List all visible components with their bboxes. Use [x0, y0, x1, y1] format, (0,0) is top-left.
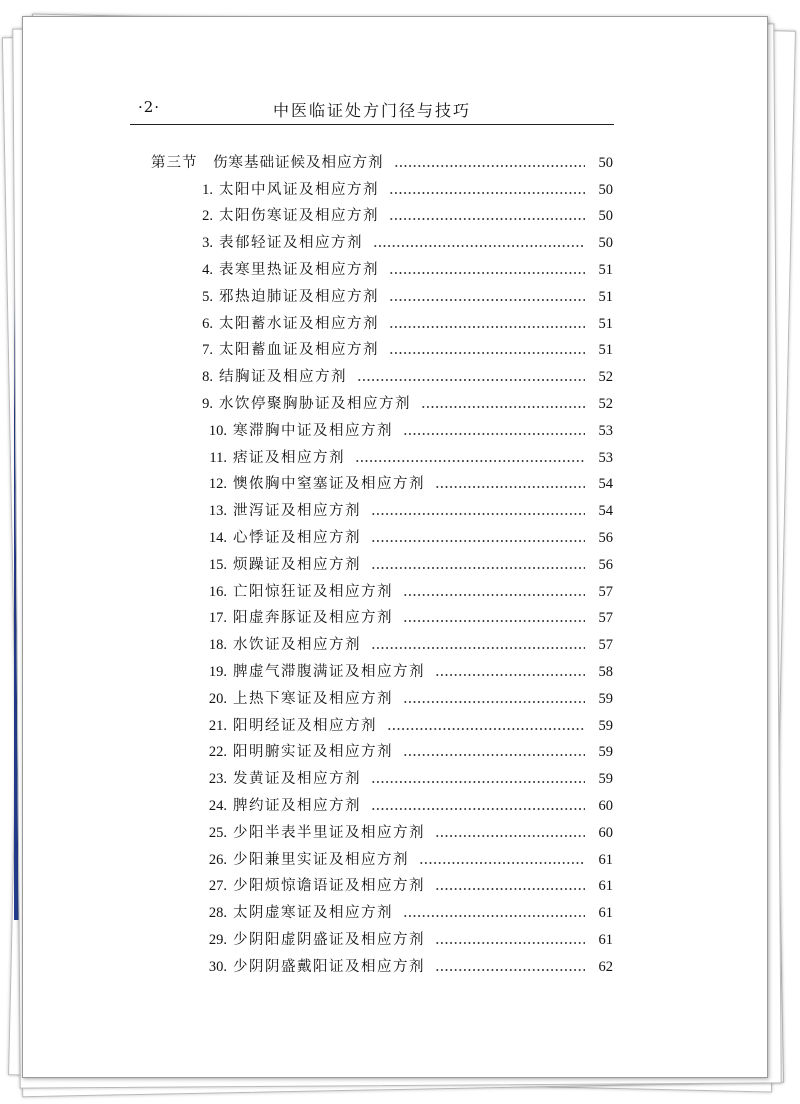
toc-dot-leader: [389, 272, 585, 274]
toc-entry-number: 16.: [208, 583, 227, 600]
toc-entry-title: 阳明腑实证及相应方剂: [233, 744, 393, 761]
toc-entry-title: 心悸证及相应方剂: [233, 529, 361, 546]
toc-entry-title: 太阳蓄血证及相应方剂: [219, 342, 379, 359]
toc-page-number: 61: [598, 851, 613, 868]
toc-entry: [151, 199, 613, 226]
toc-entry: [151, 252, 613, 279]
toc-entry-title: 少阴阳虚阴盛证及相应方剂: [233, 931, 425, 948]
toc-dot-leader: [371, 808, 585, 810]
toc-entry-title: 太阳中风证及相应方剂: [219, 181, 379, 198]
toc-page-number: 56: [598, 556, 613, 573]
header-rule: [130, 124, 614, 125]
toc-dot-leader: [389, 326, 585, 328]
toc-page-number: 51: [598, 342, 613, 359]
toc-entry-title: 太阳伤寒证及相应方剂: [219, 208, 379, 225]
toc-page-number: 61: [598, 878, 613, 895]
toc-dot-leader: [435, 674, 585, 676]
toc-page-number: 56: [598, 529, 613, 546]
toc-entry-title: 结胸证及相应方剂: [219, 369, 347, 386]
toc-entry-title: 亡阳惊狂证及相应方剂: [233, 583, 393, 600]
toc-entry: [151, 681, 613, 708]
table-of-contents: [151, 145, 613, 976]
toc-entry: [151, 413, 613, 440]
toc-entry: [151, 654, 613, 681]
toc-dot-leader: [403, 754, 585, 756]
toc-page-number: 60: [598, 824, 613, 841]
toc-entry-number: 14.: [208, 529, 227, 546]
toc-entry: [151, 306, 613, 333]
toc-dot-leader: [435, 486, 585, 488]
toc-dot-leader: [371, 781, 585, 783]
toc-entry: [151, 815, 613, 842]
toc-page-number: 60: [598, 797, 613, 814]
toc-dot-leader: [435, 942, 585, 944]
toc-entry-number: 20.: [208, 690, 227, 707]
toc-page-number: 53: [598, 422, 613, 439]
toc-entry-number: 9.: [202, 395, 213, 412]
toc-entry: [151, 761, 613, 788]
toc-entry-title: 阳明经证及相应方剂: [233, 717, 377, 734]
toc-entry-number: 25.: [208, 824, 227, 841]
toc-entry-title: 寒滞胸中证及相应方剂: [233, 422, 393, 439]
toc-entry: [151, 386, 613, 413]
toc-entry: [151, 440, 613, 467]
toc-dot-leader: [371, 513, 585, 515]
toc-entry-number: 5.: [202, 288, 213, 305]
toc-entry: [151, 601, 613, 628]
toc-entry: [151, 949, 613, 976]
toc-dot-leader: [435, 835, 585, 837]
toc-entry-title: 太阳蓄水证及相应方剂: [219, 315, 379, 332]
toc-entry-number: 17.: [208, 610, 227, 627]
page-header: [130, 98, 614, 124]
toc-page-number: 52: [598, 369, 613, 386]
toc-dot-leader: [403, 433, 585, 435]
toc-dot-leader: [373, 245, 585, 247]
toc-entry-number: 22.: [208, 744, 227, 761]
toc-entry-number: 13.: [208, 503, 227, 520]
toc-entry-number: 7.: [202, 342, 213, 359]
toc-entry-number: 15.: [208, 556, 227, 573]
toc-entry-title: 邪热迫肺证及相应方剂: [219, 288, 379, 305]
toc-dot-leader: [394, 165, 586, 167]
toc-page-number: 53: [598, 449, 613, 466]
toc-page-number: 59: [598, 771, 613, 788]
toc-dot-leader: [419, 862, 585, 864]
toc-entry-title: 少阳兼里实证及相应方剂: [233, 851, 409, 868]
running-title: 中医临证处方门径与技巧: [272, 101, 471, 120]
toc-entry: [151, 869, 613, 896]
toc-dot-leader: [403, 915, 585, 917]
toc-entry-title: 少阴阴盛戴阳证及相应方剂: [233, 958, 425, 975]
toc-entry-title: 太阴虚寒证及相应方剂: [233, 905, 393, 922]
toc-entry-number: 2.: [202, 208, 213, 225]
toc-entry: [151, 493, 613, 520]
toc-entry: [151, 333, 613, 360]
page-number: ·2·: [138, 98, 161, 116]
toc-entry-title: 懊侬胸中窒塞证及相应方剂: [233, 476, 425, 493]
toc-entry: [151, 172, 613, 199]
toc-entry: [151, 574, 613, 601]
toc-dot-leader: [389, 352, 585, 354]
toc-entry-title: 脾约证及相应方剂: [233, 797, 361, 814]
toc-entry-title: 表寒里热证及相应方剂: [219, 261, 379, 278]
toc-dot-leader: [389, 299, 585, 301]
toc-page-number: 50: [598, 208, 613, 225]
toc-entry: [151, 359, 613, 386]
toc-entry-title: 脾虚气滞腹满证及相应方剂: [233, 663, 425, 680]
toc-page-number: 51: [598, 288, 613, 305]
toc-entry-title: 少阳半表半里证及相应方剂: [233, 824, 425, 841]
toc-entry-number: 11.: [209, 449, 227, 466]
toc-entry-number: 18.: [208, 637, 227, 654]
toc-entry: [151, 547, 613, 574]
toc-entry-number: 4.: [202, 261, 213, 278]
toc-entry: [151, 922, 613, 949]
toc-entry: [151, 708, 613, 735]
toc-dot-leader: [371, 567, 585, 569]
toc-entry-number: 23.: [208, 771, 227, 788]
toc-entry-title: 表郁轻证及相应方剂: [219, 235, 363, 252]
toc-section-title: 第三节 伤寒基础证候及相应方剂: [151, 154, 384, 171]
toc-page-number: 57: [598, 637, 613, 654]
toc-entry-title: 少阳烦惊谵语证及相应方剂: [233, 878, 425, 895]
toc-dot-leader: [371, 540, 585, 542]
toc-entry-number: 21.: [208, 717, 227, 734]
toc-dot-leader: [387, 728, 585, 730]
toc-entry: [151, 735, 613, 762]
toc-dot-leader: [357, 379, 585, 381]
toc-entry: [151, 842, 613, 869]
toc-entry: [151, 467, 613, 494]
toc-page-number: 52: [598, 395, 613, 412]
toc-entry-number: 24.: [208, 797, 227, 814]
toc-entry-title: 水饮停聚胸胁证及相应方剂: [219, 395, 411, 412]
toc-page-number: 61: [598, 931, 613, 948]
toc-entry-number: 10.: [208, 422, 227, 439]
toc-dot-leader: [421, 406, 585, 408]
toc-entry-title: 烦躁证及相应方剂: [233, 556, 361, 573]
toc-entry: [151, 279, 613, 306]
toc-entry-title: 发黄证及相应方剂: [233, 771, 361, 788]
toc-page-number: 59: [598, 744, 613, 761]
toc-page-number: 51: [598, 261, 613, 278]
toc-page-number: 50: [598, 154, 613, 171]
toc-section-heading: [151, 145, 613, 172]
toc-entry-number: 19.: [208, 663, 227, 680]
toc-entry-title: 泄泻证及相应方剂: [233, 503, 361, 520]
toc-page-number: 54: [598, 503, 613, 520]
toc-dot-leader: [389, 218, 585, 220]
toc-entry-number: 3.: [202, 235, 213, 252]
toc-page-number: 58: [598, 663, 613, 680]
toc-page-number: 59: [598, 690, 613, 707]
toc-entry-number: 30.: [208, 958, 227, 975]
toc-entry: [151, 225, 613, 252]
toc-entry-number: 12.: [208, 476, 227, 493]
toc-entry-number: 6.: [202, 315, 213, 332]
toc-entry-number: 8.: [202, 369, 213, 386]
toc-entry-number: 29.: [208, 931, 227, 948]
toc-entry-title: 水饮证及相应方剂: [233, 637, 361, 654]
toc-page-number: 62: [598, 958, 613, 975]
toc-page-number: 50: [598, 181, 613, 198]
toc-dot-leader: [435, 969, 585, 971]
toc-dot-leader: [389, 192, 585, 194]
toc-dot-leader: [355, 460, 585, 462]
toc-dot-leader: [403, 620, 585, 622]
toc-entry-number: 1.: [202, 181, 213, 198]
toc-entry: [151, 895, 613, 922]
toc-page-number: 61: [598, 905, 613, 922]
toc-page-number: 51: [598, 315, 613, 332]
toc-dot-leader: [435, 888, 585, 890]
toc-entry: [151, 627, 613, 654]
toc-entry: [151, 788, 613, 815]
toc-entry-title: 阳虚奔豚证及相应方剂: [233, 610, 393, 627]
toc-entry: [151, 520, 613, 547]
toc-page-number: 57: [598, 583, 613, 600]
toc-dot-leader: [403, 701, 585, 703]
toc-entry-number: 27.: [208, 878, 227, 895]
toc-page-number: 54: [598, 476, 613, 493]
toc-entry-number: 28.: [208, 905, 227, 922]
toc-dot-leader: [371, 647, 585, 649]
toc-entry-number: 26.: [208, 851, 227, 868]
toc-entry-title: 痞证及相应方剂: [233, 449, 345, 466]
toc-dot-leader: [403, 594, 585, 596]
toc-page-number: 57: [598, 610, 613, 627]
toc-page-number: 50: [598, 235, 613, 252]
toc-entry-title: 上热下寒证及相应方剂: [233, 690, 393, 707]
toc-page-number: 59: [598, 717, 613, 734]
